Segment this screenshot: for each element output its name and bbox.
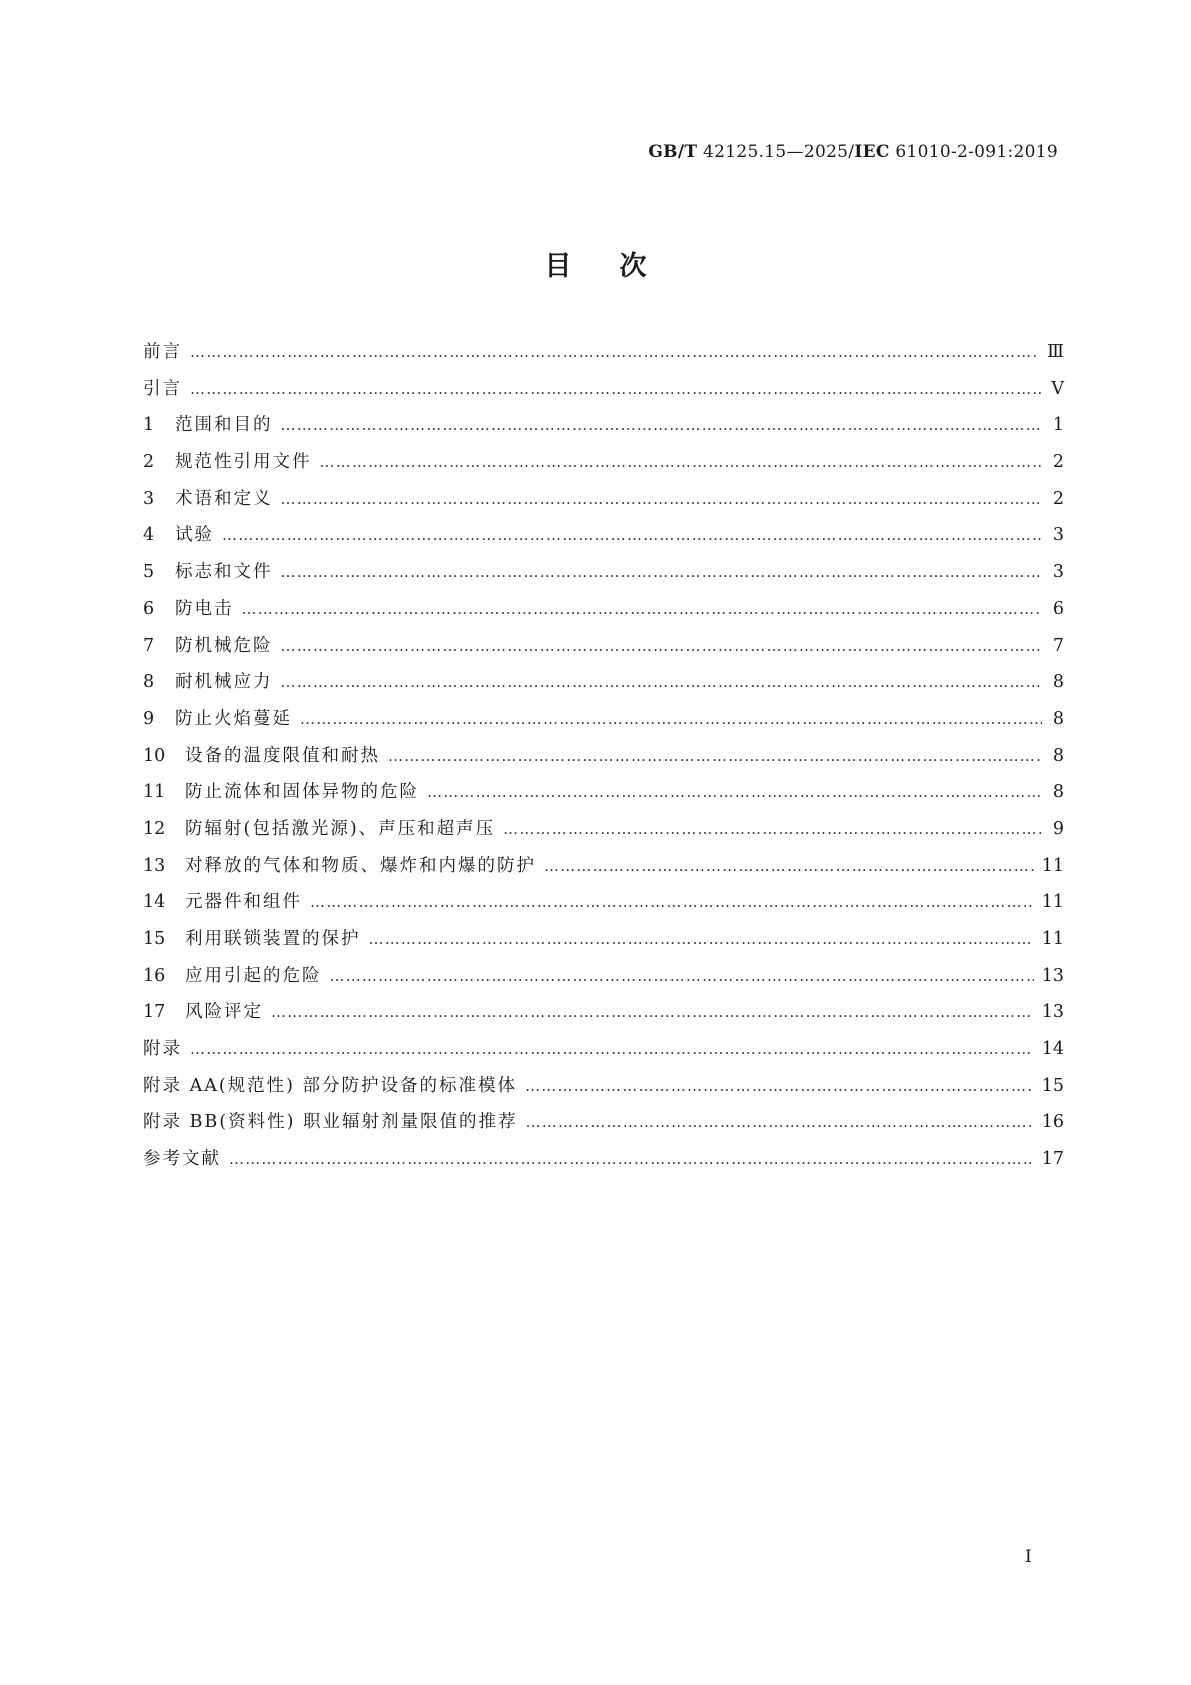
toc-entry[interactable]	[143, 705, 1064, 742]
toc-entry[interactable]	[143, 815, 1064, 852]
toc-entry-number: 11	[143, 782, 166, 803]
toc-entry-title: 防辐射(包括激光源)、声压和超声压	[185, 818, 496, 839]
toc-entry-number: 13	[143, 855, 166, 876]
dot-leader	[281, 673, 1043, 691]
toc-entry-page: 2	[1052, 452, 1064, 473]
toc-entry-number: 12	[143, 818, 166, 839]
toc-entry[interactable]	[143, 411, 1064, 448]
toc-entry-title: 应用引起的危险	[185, 965, 322, 986]
toc-entry-number: 10	[143, 745, 166, 766]
dot-leader	[281, 563, 1043, 581]
toc-entry-page: 8	[1052, 782, 1064, 803]
dot-leader	[330, 967, 1034, 985]
toc-entry-number: 16	[143, 965, 166, 986]
toc-entry[interactable]	[143, 1145, 1064, 1182]
toc-entry-title: 防止火焰蔓延	[175, 708, 292, 729]
dot-leader	[271, 1003, 1034, 1021]
toc-entry-number: 3	[143, 488, 155, 509]
toc-entry-title: 试验	[175, 525, 214, 546]
toc-entry-title: 风险评定	[185, 1002, 263, 1023]
toc-entry-page: 13	[1041, 1002, 1064, 1023]
toc-entry-number: 1	[143, 415, 155, 436]
toc-entry-page: 17	[1041, 1149, 1064, 1170]
dot-leader	[388, 747, 1042, 765]
dot-leader	[310, 893, 1034, 911]
toc-entry-page: 16	[1041, 1112, 1064, 1133]
toc-entry-title: 规范性引用文件	[175, 452, 312, 473]
toc-entry-title: 设备的温度限值和耐热	[185, 745, 380, 766]
toc-entry-number: 2	[143, 452, 155, 473]
dot-leader	[525, 1077, 1034, 1095]
dot-leader	[281, 416, 1043, 434]
toc-entry[interactable]	[143, 1108, 1064, 1145]
toc-entry-title: 防机械危险	[175, 635, 273, 656]
dot-leader	[190, 343, 1039, 361]
toc-entry[interactable]	[143, 338, 1064, 375]
dot-leader	[427, 783, 1042, 801]
toc-entry-page: 13	[1041, 965, 1064, 986]
standard-number-header	[648, 142, 1058, 162]
dot-leader	[281, 637, 1043, 655]
toc-entry[interactable]	[143, 962, 1064, 999]
toc-entry-number: 15	[143, 929, 166, 949]
toc-entry[interactable]	[143, 521, 1064, 558]
dot-leader	[369, 930, 1034, 948]
toc-entry-page: 1	[1052, 415, 1064, 436]
toc-entry-page: 11	[1041, 892, 1064, 913]
dot-leader	[300, 710, 1042, 728]
dot-leader	[190, 1040, 1034, 1058]
toc-entry-page: 14	[1041, 1039, 1064, 1060]
iec-code: 61010-2-091:2019	[889, 142, 1058, 162]
toc-entry-title: 术语和定义	[175, 488, 273, 509]
toc-entry-number: 6	[143, 598, 155, 619]
iec-prefix: IEC	[854, 142, 890, 162]
toc-entry-title: 引言	[143, 378, 182, 399]
toc-entry-page: 11	[1041, 929, 1064, 949]
toc-entry-title: 参考文献	[143, 1149, 221, 1170]
page-title: 目次	[544, 251, 695, 282]
toc-entry-page: 15	[1041, 1075, 1064, 1096]
toc-entry-title: 对释放的气体和物质、爆炸和内爆的防护	[185, 855, 536, 876]
toc-entry[interactable]	[143, 668, 1064, 705]
toc-entry-page: Ⅲ	[1047, 342, 1064, 362]
toc-entry[interactable]	[143, 888, 1064, 925]
dot-leader	[242, 600, 1043, 618]
toc-entry[interactable]	[143, 925, 1064, 962]
dot-leader	[544, 857, 1034, 875]
toc-entry[interactable]	[143, 375, 1064, 412]
toc-entry-page: Ⅴ	[1051, 378, 1064, 399]
toc-entry-page: 8	[1052, 708, 1064, 729]
toc-entry-page: 11	[1041, 855, 1064, 876]
toc-entry[interactable]	[143, 852, 1064, 889]
toc-entry-title: 范围和目的	[175, 415, 273, 436]
toc-entry-page: 9	[1052, 818, 1064, 839]
toc-entry-number: 5	[143, 562, 155, 583]
standard-prefix: GB/T	[648, 142, 698, 162]
toc-entry-title: 防电击	[175, 598, 234, 619]
toc-entry-title: 利用联锁装置的保护	[185, 929, 361, 949]
toc-entry[interactable]	[143, 1072, 1064, 1109]
toc-entry-number: 7	[143, 635, 155, 656]
toc-entry[interactable]	[143, 998, 1064, 1035]
toc-entry-page: 7	[1052, 635, 1064, 656]
dot-leader	[190, 380, 1042, 398]
toc-entry-title: 元器件和组件	[185, 892, 302, 913]
toc-entry-page: 2	[1052, 488, 1064, 509]
toc-entry[interactable]	[143, 448, 1064, 485]
dot-leader	[281, 490, 1043, 508]
toc-entry-page: 6	[1052, 598, 1064, 619]
toc-entry-title: 标志和文件	[175, 562, 273, 583]
toc-entry-title: 附录 BB(资料性) 职业辐射剂量限值的推荐	[143, 1112, 518, 1133]
toc-entry[interactable]	[143, 1035, 1064, 1072]
toc-entry-number: 4	[143, 525, 155, 546]
dot-leader	[320, 453, 1043, 471]
dot-leader	[229, 1150, 1034, 1168]
standard-code: 42125.15—2025/	[697, 142, 855, 162]
toc-entry[interactable]	[143, 632, 1064, 669]
toc-entry[interactable]	[143, 742, 1064, 779]
dot-leader	[503, 820, 1042, 838]
toc-entry[interactable]	[143, 595, 1064, 632]
toc-entry-page: 3	[1052, 525, 1064, 546]
toc-entry-number: 17	[143, 1002, 166, 1023]
toc-entry-page: 8	[1052, 672, 1064, 693]
toc-entry-title: 附录	[143, 1039, 182, 1060]
toc-entry-number: 14	[143, 892, 166, 913]
toc-entry-title: 附录 AA(规范性) 部分防护设备的标准模体	[143, 1075, 518, 1096]
toc-entry-title: 耐机械应力	[175, 672, 273, 693]
table-of-contents	[143, 338, 1064, 1182]
toc-entry-number: 9	[143, 708, 155, 729]
toc-entry-page: 8	[1052, 745, 1064, 766]
toc-entry-title: 防止流体和固体异物的危险	[185, 782, 419, 803]
toc-entry-page: 3	[1052, 562, 1064, 583]
page-folio: I	[1025, 1547, 1032, 1567]
toc-entry[interactable]	[143, 558, 1064, 595]
toc-entry[interactable]	[143, 485, 1064, 522]
toc-entry[interactable]	[143, 778, 1064, 815]
toc-entry-title: 前言	[143, 342, 182, 362]
toc-entry-number: 8	[143, 672, 155, 693]
dot-leader	[222, 526, 1042, 544]
dot-leader	[526, 1113, 1034, 1131]
